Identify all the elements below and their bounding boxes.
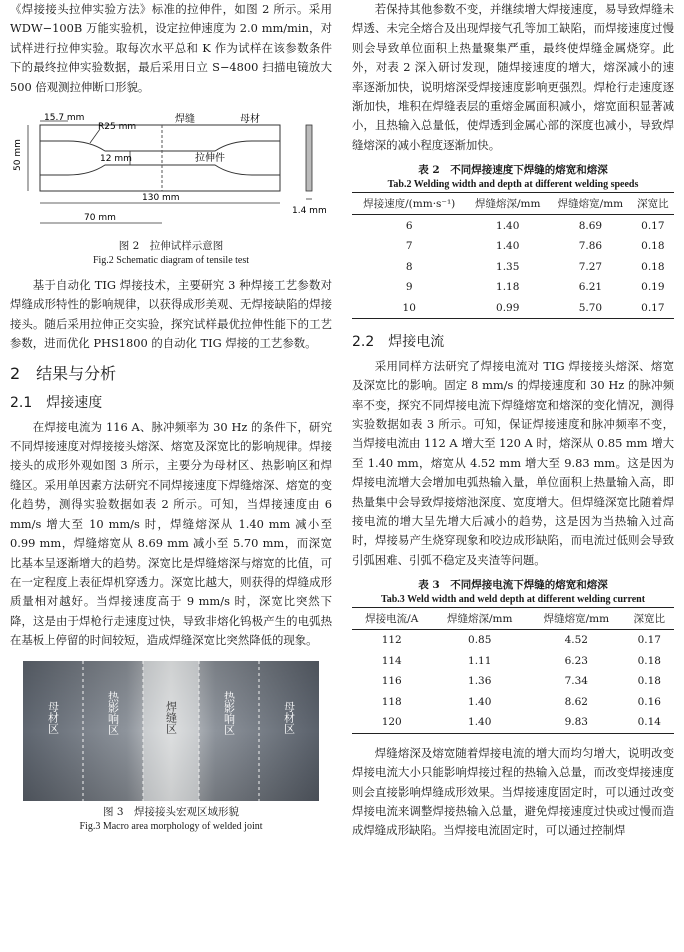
right-column [352,0,674,841]
table-3-header: 焊缝熔深/mm [431,608,528,630]
section-2-heading: 2 结果与分析 [10,363,117,383]
table-cell: 0.18 [641,240,665,252]
table-cell: 6 [405,219,413,232]
table-cell: 0.14 [625,712,674,733]
table-cell: 1.36 [468,675,492,688]
table-cell: 9.83 [528,712,625,733]
table-cell: 0.17 [632,297,674,318]
table-cell: 9 [405,281,413,293]
table-3-caption-en: Tab.3 Weld width and weld depth at different welding current [380,594,646,606]
zone-label-haz-right: 热影响区 [222,690,236,735]
label-12: 12 mm [100,154,132,165]
table-cell: 0.17 [641,219,665,232]
left-column [10,0,332,834]
right-paragraph-3: 焊缝熔深及熔宽随着焊接电流的增大而均匀增大，说明改变焊接电流大小只能影响焊接过程的热输入总量，而改变焊接速度则会直接影响焊缝成形效果。当焊接速度固定时，可以通过改变焊接电流来调整焊接热输入总量，避免焊接速度过快或过慢而造成焊缝成形缺陷。当焊接电流固定时，可以通过控制焊 [352,745,674,838]
table-cell: 6.21 [578,281,603,293]
table-cell: 1.40 [496,219,520,232]
table-row [352,215,674,236]
table-cell: 8.62 [564,695,588,708]
table-2 [352,163,674,319]
figure-2-caption: 图 2 拉伸试样示意图 [118,240,224,253]
figure-3 [10,661,332,834]
zone-label-base-left: 母材区 [46,700,60,734]
table-2-header: 焊缝熔宽/mm [549,193,632,215]
table-cell: 0.18 [637,675,661,688]
table-cell: 114 [381,654,402,667]
section-2-2-heading: 2.2 焊接电流 [352,333,445,350]
table-cell: 8 [405,260,413,273]
table-row [352,297,674,318]
table-cell: 6.23 [564,654,588,667]
table-3-grid [352,607,674,734]
label-base-metal: 母材 [240,114,260,126]
table-cell: 0.85 [468,634,492,647]
welded-joint-photo [23,661,319,801]
table-cell: 5.70 [549,297,632,318]
label-weld: 焊缝 [175,114,195,126]
table-row [352,712,674,733]
table-cell: 1.40 [496,240,520,252]
table-row [352,671,674,692]
label-50: 50 mm [13,139,23,172]
table-cell: 0.17 [637,634,661,647]
section-2-1-heading: 2.1 焊接速度 [10,394,103,411]
table-cell: 10 [352,297,466,318]
zone-label-base-right: 母材区 [282,700,296,734]
table-cell: 8.69 [578,219,603,232]
table-cell: 7.27 [578,260,603,273]
table-row [352,256,674,277]
table-cell: 118 [381,695,402,708]
table-2-header: 焊缝熔深/mm [466,193,549,215]
table-cell: 120 [352,712,431,733]
figure-3-caption-en: Fig.3 Macro area morphology of welded joint [79,820,263,832]
label-r25: R25 mm [98,122,137,133]
table-row [352,651,674,672]
right-paragraph-2: 采用同样方法研究了焊接电流对 TIG 焊接接头熔深、熔宽及深宽比的影响。固定 8 mm/s 的焊接速度和 30 Hz 的脉冲频率不变，探究不同焊接电流下焊缝熔宽和熔深的变化情况，测得实验数据如表 3 所示。可知，保证焊接速度和脉冲频率不变，当焊接电流由 112 A 增大至 120 A 时，熔深从 0.85 mm 增大至 1.40 mm，熔宽从 4.52 mm 增大至 9.83 mm。这是因为焊接电流增大会增加电弧热输入量，单位面积上热量输入高，即热量集中会导致焊接熔池深度、宽度增大。但焊缝深宽比随着焊接电流的增大呈先增大后减小的趋势，这是因为当热输入过高时，焊接易产生烧穿现象和咬边成形缺陷，而电流过低则会导致引弧困难、引弧不稳定及夹渣等问题。 [352,358,674,567]
left-paragraph-3: 在焊接电流为 116 A、脉冲频率为 30 Hz 的条件下，研究不同焊接速度对焊接接头熔深、熔宽及深宽比的影响规律。焊接接头的成形外观如图 3 所示，主要分为母材区、热影响区和焊缝区。采用单因素方法研究不同焊接速度下焊缝熔深、熔宽的变化趋势，测得实验数据如表 2 所示。可知，当焊接速度由 6 mm/s 增大至 10 mm/s 时，焊缝熔深从 1.40 mm 减小至 0.99 mm，焊缝熔宽从 8.69 mm 减小至 5.70 mm，而深宽比基本呈逐渐增大的趋势。深宽比是焊缝熔深与熔宽的比值，可在一定程度上表征焊机穿透力。深宽比越大，则获得的焊缝成形质量相对越好。当焊接速度高于 9 mm/s 时，深宽比突然下降，这是由于焊枪行走速度过快，导致非熔化钨极产生的电弧热在基板上停留的时间较短，造成焊缝深宽比突然降低的现象。 [10,419,332,648]
table-cell: 112 [381,634,402,647]
zone-label-weld: 焊缝区 [164,700,178,734]
table-3-caption: 表 3 不同焊接电流下焊缝的熔宽和熔深 [418,579,608,592]
table-cell: 7.34 [564,675,588,688]
label-1-4: 1.4 mm [292,206,327,217]
right-paragraph-1: 若保持其他参数不变，并继续增大焊接速度，易导致焊缝未焊透、未完全熔合及出现焊接气孔等加工缺陷，而焊接速度过慢则会导致单位面积上热量聚集严重，最终使焊缝金属烧穿。此外，对表 2 深入研讨发现，随焊接速度的增大，熔深减小的速率逐渐加快，说明熔深受焊接速度影响更强烈。焊枪行走速度逐渐加快，堆积在焊缝表层的重熔金属面积减小，熔宽面积显著减小，且热输入总量低，使焊透到金属心部的深度也减小，导致焊缝熔深的减小程度逐渐加快。 [352,2,674,152]
table-cell: 0.18 [637,654,661,667]
figure-2-caption-en: Fig.2 Schematic diagram of tensile test [92,255,250,267]
table-cell: 0.18 [641,260,665,273]
specimen-side-view [306,125,312,191]
label-70: 70 mm [84,213,116,224]
label-tensile-part: 拉伸件 [195,153,225,165]
left-paragraph-1: 《焊接接头拉伸实验方法》标准的拉伸件，如图 2 所示。采用 WDW−100B 万能实验机，设定拉伸速度为 2.0 mm/min，对试样进行拉伸实验。取每次水平总和 K 作为试样在该参数条件下的最终拉伸实验数据，最后采用日立 S−4800 扫描电镜放大 500 倍观测拉伸断口形貌。 [10,2,332,94]
table-cell: 1.40 [468,695,492,708]
table-row [352,692,674,713]
table-row [352,277,674,298]
table-2-header: 焊接速度/(mm·s⁻¹) [352,193,466,215]
table-row [352,630,674,651]
table-cell: 1.18 [496,281,520,293]
table-3 [352,578,674,734]
table-cell: 1.35 [496,260,520,273]
figure-3-caption: 图 3 焊接接头宏观区域形貌 [102,805,240,818]
table-cell: 0.99 [466,297,549,318]
table-3-header: 焊缝熔宽/mm [528,608,625,630]
table-cell: 0.19 [641,281,665,293]
figure-2 [10,111,332,268]
table-2-header: 深宽比 [632,193,674,215]
table-cell: 7 [405,240,413,252]
label-130: 130 mm [142,193,180,204]
tensile-specimen-diagram [10,111,332,235]
table-cell: 116 [381,675,402,688]
table-cell: 4.52 [564,634,588,647]
table-3-header: 深宽比 [625,608,674,630]
table-3-header: 焊接电流/A [352,608,431,630]
table-2-grid [352,192,674,319]
table-cell: 1.40 [431,712,528,733]
zone-label-haz-left: 热影响区 [106,690,120,735]
table-cell: 0.16 [637,695,661,708]
table-2-caption: 表 2 不同焊接速度下焊缝的熔宽和熔深 [418,164,608,177]
table-2-caption-en: Tab.2 Welding width and depth at different welding speeds [387,179,639,191]
left-paragraph-2: 基于自动化 TIG 焊接技术，主要研究 3 种焊接工艺参数对焊缝成形特性的影响规律，以获得成形美观、无焊接缺陷的焊接接头。随后采用拉伸正交实验，探究试样最优拉伸性能下的工艺参数，进而优化 PHS1800 的自动化 TIG 焊接的工艺参数。 [10,278,332,351]
table-cell: 1.11 [468,654,492,667]
label-15-7: 15.7 mm [44,113,85,124]
specimen-gauge-shape [40,141,280,175]
table-row [352,236,674,257]
table-cell: 7.86 [578,240,603,252]
